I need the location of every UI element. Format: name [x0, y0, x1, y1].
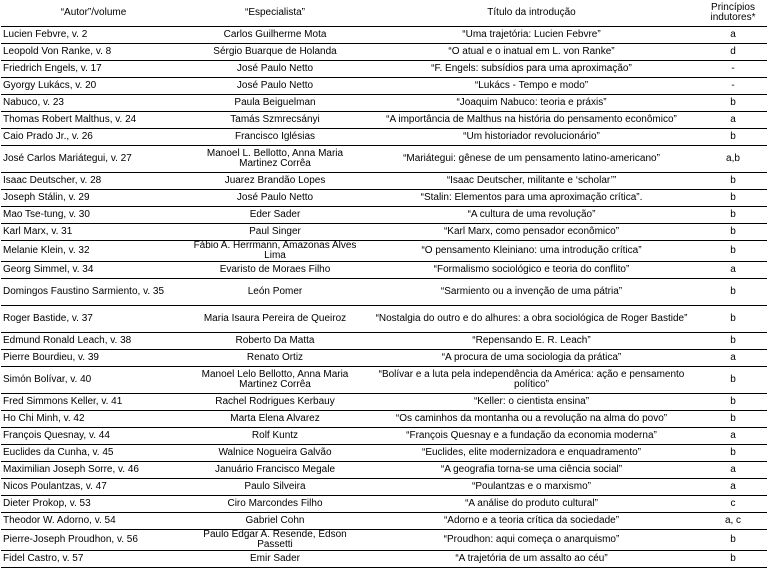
table-row: [1, 306, 767, 333]
cell-principios: b: [699, 367, 767, 394]
table-row: [1, 394, 767, 411]
cell-especialista: Renato Ortiz: [186, 350, 364, 367]
cell-autor: Simón Bolívar, v. 40: [1, 367, 186, 394]
authors-table: [1, 0, 767, 568]
cell-autor: Fred Simmons Keller, v. 41: [1, 394, 186, 411]
cell-titulo: “Formalismo sociológico e teoria do conflito”: [364, 262, 699, 279]
cell-principios: b: [699, 207, 767, 224]
cell-titulo: “A procura de uma sociologia da prática”: [364, 350, 699, 367]
cell-principios: d: [699, 44, 767, 61]
cell-especialista: Paulo Edgar A. Resende, Edson Passetti: [186, 530, 364, 551]
table-row: [1, 462, 767, 479]
cell-especialista: Evaristo de Moraes Filho: [186, 262, 364, 279]
table-row: [1, 44, 767, 61]
cell-especialista: José Paulo Netto: [186, 61, 364, 78]
cell-especialista: José Paulo Netto: [186, 78, 364, 95]
cell-principios: a: [699, 27, 767, 44]
cell-titulo: “Bolívar e a luta pela independência da América: ação e pensamento político”: [364, 367, 699, 394]
cell-principios: b: [699, 224, 767, 241]
cell-especialista: Emir Sader: [186, 551, 364, 568]
cell-titulo: “François Quesnay e a fundação da economia moderna”: [364, 428, 699, 445]
cell-titulo: “Mariátegui: gênese de um pensamento latino-americano”: [364, 146, 699, 173]
cell-especialista: Ciro Marcondes Filho: [186, 496, 364, 513]
cell-principios: -: [699, 61, 767, 78]
table-row: [1, 279, 767, 306]
cell-autor: Lucien Febvre, v. 2: [1, 27, 186, 44]
table-row: [1, 479, 767, 496]
cell-titulo: “O atual e o inatual em L. von Ranke”: [364, 44, 699, 61]
cell-especialista: Gabriel Cohn: [186, 513, 364, 530]
cell-principios: b: [699, 95, 767, 112]
cell-especialista: Rolf Kuntz: [186, 428, 364, 445]
cell-autor: Ho Chi Minh, v. 42: [1, 411, 186, 428]
cell-titulo: “Lukács - Tempo e modo”: [364, 78, 699, 95]
cell-titulo: “A cultura de uma revolução”: [364, 207, 699, 224]
cell-autor: Friedrich Engels, v. 17: [1, 61, 186, 78]
cell-principios: a: [699, 112, 767, 129]
cell-autor: Euclides da Cunha, v. 45: [1, 445, 186, 462]
cell-titulo: “Euclides, elite modernizadora e enquadramento”: [364, 445, 699, 462]
table-row: [1, 190, 767, 207]
table-row: [1, 367, 767, 394]
cell-especialista: José Paulo Netto: [186, 190, 364, 207]
cell-autor: Fidel Castro, v. 57: [1, 551, 186, 568]
cell-principios: b: [699, 530, 767, 551]
cell-titulo: “Isaac Deutscher, militante e ‘scholar’”: [364, 173, 699, 190]
cell-especialista: Marta Elena Alvarez: [186, 411, 364, 428]
cell-autor: Joseph Stálin, v. 29: [1, 190, 186, 207]
cell-titulo: “Os caminhos da montanha ou a revolução na alma do povo”: [364, 411, 699, 428]
cell-autor: Domingos Faustino Sarmiento, v. 35: [1, 279, 186, 306]
cell-principios: b: [699, 551, 767, 568]
cell-autor: Gyorgy Lukács, v. 20: [1, 78, 186, 95]
cell-principios: b: [699, 306, 767, 333]
cell-especialista: Maria Isaura Pereira de Queiroz: [186, 306, 364, 333]
table-row: [1, 262, 767, 279]
cell-especialista: Sérgio Buarque de Holanda: [186, 44, 364, 61]
cell-autor: Thomas Robert Malthus, v. 24: [1, 112, 186, 129]
cell-principios: b: [699, 394, 767, 411]
cell-principios: c: [699, 496, 767, 513]
cell-autor: Melanie Klein, v. 32: [1, 241, 186, 262]
header-autor: “Autor”/volume: [1, 0, 186, 27]
table-row: [1, 129, 767, 146]
table-row: [1, 78, 767, 95]
cell-principios: a, c: [699, 513, 767, 530]
header-titulo: Título da introdução: [364, 0, 699, 27]
cell-titulo: “Stalin: Elementos para uma aproximação crítica”.: [364, 190, 699, 207]
cell-especialista: Fábio A. Herrmann, Amazonas Alves Lima: [186, 241, 364, 262]
table-row: [1, 173, 767, 190]
cell-especialista: Januário Francisco Megale: [186, 462, 364, 479]
cell-principios: b: [699, 190, 767, 207]
cell-principios: a,b: [699, 146, 767, 173]
header-especialista: “Especialista”: [186, 0, 364, 27]
cell-especialista: Paul Singer: [186, 224, 364, 241]
table-row: [1, 445, 767, 462]
cell-titulo: “F. Engels: subsídios para uma aproximação”: [364, 61, 699, 78]
table-row: [1, 27, 767, 44]
cell-titulo: “A análise do produto cultural”: [364, 496, 699, 513]
table-row: [1, 333, 767, 350]
cell-autor: José Carlos Mariátegui, v. 27: [1, 146, 186, 173]
cell-principios: b: [699, 445, 767, 462]
table-row: [1, 411, 767, 428]
cell-titulo: “Um historiador revolucionário”: [364, 129, 699, 146]
table-row: [1, 146, 767, 173]
table-header-row: [1, 0, 767, 27]
cell-especialista: Manoel Lelo Bellotto, Anna Maria Martinez Corrêa: [186, 367, 364, 394]
cell-titulo: “O pensamento Kleiniano: uma introdução crítica”: [364, 241, 699, 262]
cell-especialista: Paula Beiguelman: [186, 95, 364, 112]
cell-principios: a: [699, 479, 767, 496]
table-row: [1, 112, 767, 129]
table-body: [1, 27, 767, 568]
table-row: [1, 513, 767, 530]
cell-especialista: Francisco Iglésias: [186, 129, 364, 146]
header-principios: Princípios indutores*: [699, 0, 767, 27]
table-row: [1, 241, 767, 262]
cell-especialista: Roberto Da Matta: [186, 333, 364, 350]
cell-principios: a: [699, 462, 767, 479]
cell-titulo: “Uma trajetória: Lucien Febvre”: [364, 27, 699, 44]
cell-titulo: “A geografia torna-se uma ciência social”: [364, 462, 699, 479]
cell-autor: Leopold Von Ranke, v. 8: [1, 44, 186, 61]
cell-autor: Georg Simmel, v. 34: [1, 262, 186, 279]
table-row: [1, 224, 767, 241]
cell-titulo: “A trajetória de um assalto ao céu”: [364, 551, 699, 568]
cell-especialista: León Pomer: [186, 279, 364, 306]
cell-principios: b: [699, 279, 767, 306]
cell-principios: b: [699, 241, 767, 262]
table-row: [1, 428, 767, 445]
cell-titulo: “Nostalgia do outro e do alhures: a obra sociológica de Roger Bastide”: [364, 306, 699, 333]
cell-autor: Maximilian Joseph Sorre, v. 46: [1, 462, 186, 479]
cell-autor: Karl Marx, v. 31: [1, 224, 186, 241]
cell-titulo: “Repensando E. R. Leach”: [364, 333, 699, 350]
cell-autor: Pierre-Joseph Proudhon, v. 56: [1, 530, 186, 551]
cell-principios: b: [699, 173, 767, 190]
cell-principios: -: [699, 78, 767, 95]
cell-especialista: Manoel L. Bellotto, Anna Maria Martinez Corrêa: [186, 146, 364, 173]
cell-titulo: “Poulantzas e o marxismo”: [364, 479, 699, 496]
cell-especialista: Paulo Silveira: [186, 479, 364, 496]
cell-titulo: “Joaquim Nabuco: teoria e práxis”: [364, 95, 699, 112]
table-row: [1, 551, 767, 568]
cell-autor: Theodor W. Adorno, v. 54: [1, 513, 186, 530]
cell-autor: Edmund Ronald Leach, v. 38: [1, 333, 186, 350]
cell-especialista: Eder Sader: [186, 207, 364, 224]
cell-principios: a: [699, 350, 767, 367]
cell-titulo: “Karl Marx, como pensador econômico”: [364, 224, 699, 241]
cell-autor: Roger Bastide, v. 37: [1, 306, 186, 333]
cell-autor: Isaac Deutscher, v. 28: [1, 173, 186, 190]
cell-especialista: Rachel Rodrigues Kerbauy: [186, 394, 364, 411]
cell-titulo: “Sarmiento ou a invenção de uma pátria”: [364, 279, 699, 306]
cell-autor: Pierre Bourdieu, v. 39: [1, 350, 186, 367]
table-row: [1, 350, 767, 367]
table-row: [1, 530, 767, 551]
cell-autor: François Quesnay, v. 44: [1, 428, 186, 445]
cell-autor: Nicos Poulantzas, v. 47: [1, 479, 186, 496]
cell-titulo: “A importância de Malthus na história do pensamento econômico”: [364, 112, 699, 129]
cell-principios: a: [699, 262, 767, 279]
cell-especialista: Walnice Nogueira Galvão: [186, 445, 364, 462]
table-row: [1, 95, 767, 112]
cell-titulo: “Proudhon: aqui começa o anarquismo”: [364, 530, 699, 551]
cell-autor: Nabuco, v. 23: [1, 95, 186, 112]
table-row: [1, 207, 767, 224]
cell-principios: b: [699, 333, 767, 350]
cell-principios: a: [699, 428, 767, 445]
cell-especialista: Carlos Guilherme Mota: [186, 27, 364, 44]
cell-titulo: “Adorno e a teoria crítica da sociedade”: [364, 513, 699, 530]
cell-especialista: Juarez Brandão Lopes: [186, 173, 364, 190]
cell-titulo: “Keller: o cientista ensina”: [364, 394, 699, 411]
cell-principios: b: [699, 411, 767, 428]
cell-autor: Caio Prado Jr., v. 26: [1, 129, 186, 146]
cell-especialista: Tamás Szmrecsányi: [186, 112, 364, 129]
cell-autor: Mao Tse-tung, v. 30: [1, 207, 186, 224]
table-row: [1, 496, 767, 513]
table-row: [1, 61, 767, 78]
cell-autor: Dieter Prokop, v. 53: [1, 496, 186, 513]
cell-principios: b: [699, 129, 767, 146]
